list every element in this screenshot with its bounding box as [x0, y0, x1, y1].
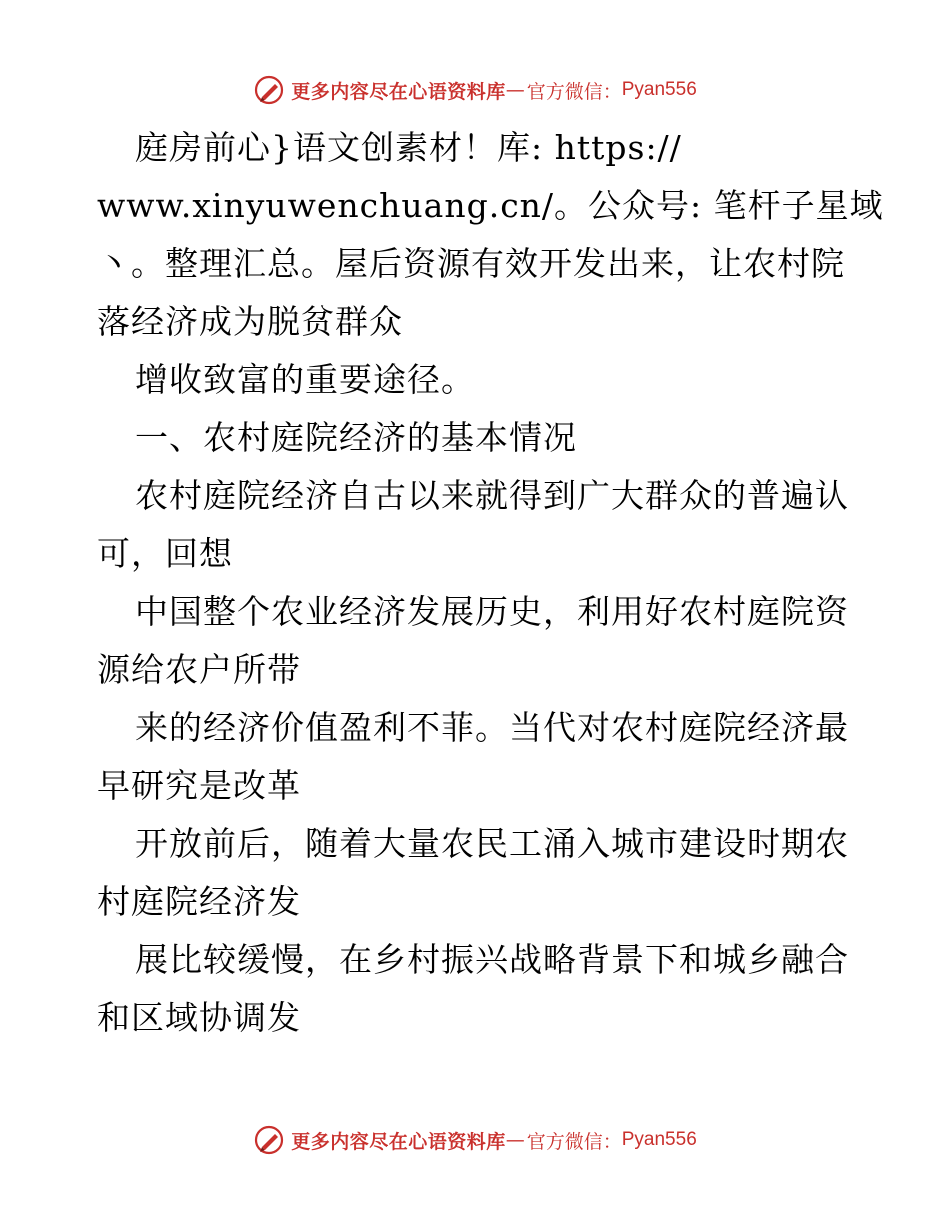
document-body	[97, 119, 884, 1047]
banner-title: 更多内容尽在心语资料库	[291, 1130, 506, 1153]
text-line: 来的经济价值盈利不菲。当代对农村庭院经济最	[135, 708, 849, 747]
text-line: 丶。整理汇总。屋后资源有效开发出来，让农村院	[97, 244, 845, 283]
banner-dash: —	[505, 79, 525, 101]
banner-wechat-id: Pyan556	[621, 1129, 697, 1150]
text-line: 早研究是改革	[97, 766, 301, 805]
banner-wechat-label: 官方微信：	[526, 1130, 622, 1153]
text-line: 开放前后，随着大量农民工涌入城市建设时期农	[135, 824, 849, 863]
text-line: 可，回想	[97, 534, 233, 573]
section-heading: 一、农村庭院经济的基本情况	[135, 418, 577, 457]
text-line: 和区域协调发	[97, 998, 301, 1037]
text-line: 展比较缓慢，在乡村振兴战略背景下和城乡融合	[135, 940, 849, 979]
banner-wechat-label: 官方微信：	[526, 80, 622, 103]
pen-logo-icon	[253, 1124, 285, 1156]
text-line: 落经济成为脱贫群众	[97, 302, 403, 341]
banner-dash: —	[505, 1129, 525, 1151]
banner-title: 更多内容尽在心语资料库	[291, 80, 506, 103]
header-banner	[0, 70, 950, 110]
text-line: 农村庭院经济自古以来就得到广大群众的普遍认	[135, 476, 849, 515]
text-line: 源给农户所带	[97, 650, 301, 689]
text-line: 中国整个农业经济发展历史，利用好农村庭院资	[135, 592, 849, 631]
banner-wechat-id: Pyan556	[621, 79, 697, 100]
text-line: 村庭院经济发	[97, 882, 301, 921]
text-line: 庭房前心}语文创素材！库: https://	[135, 128, 682, 167]
footer-banner	[0, 1120, 950, 1160]
text-line: 增收致富的重要途径。	[135, 360, 475, 399]
pen-logo-icon	[253, 74, 285, 106]
text-line: www.xinyuwenchuang.cn/。公众号: 笔杆子星域	[97, 186, 884, 225]
